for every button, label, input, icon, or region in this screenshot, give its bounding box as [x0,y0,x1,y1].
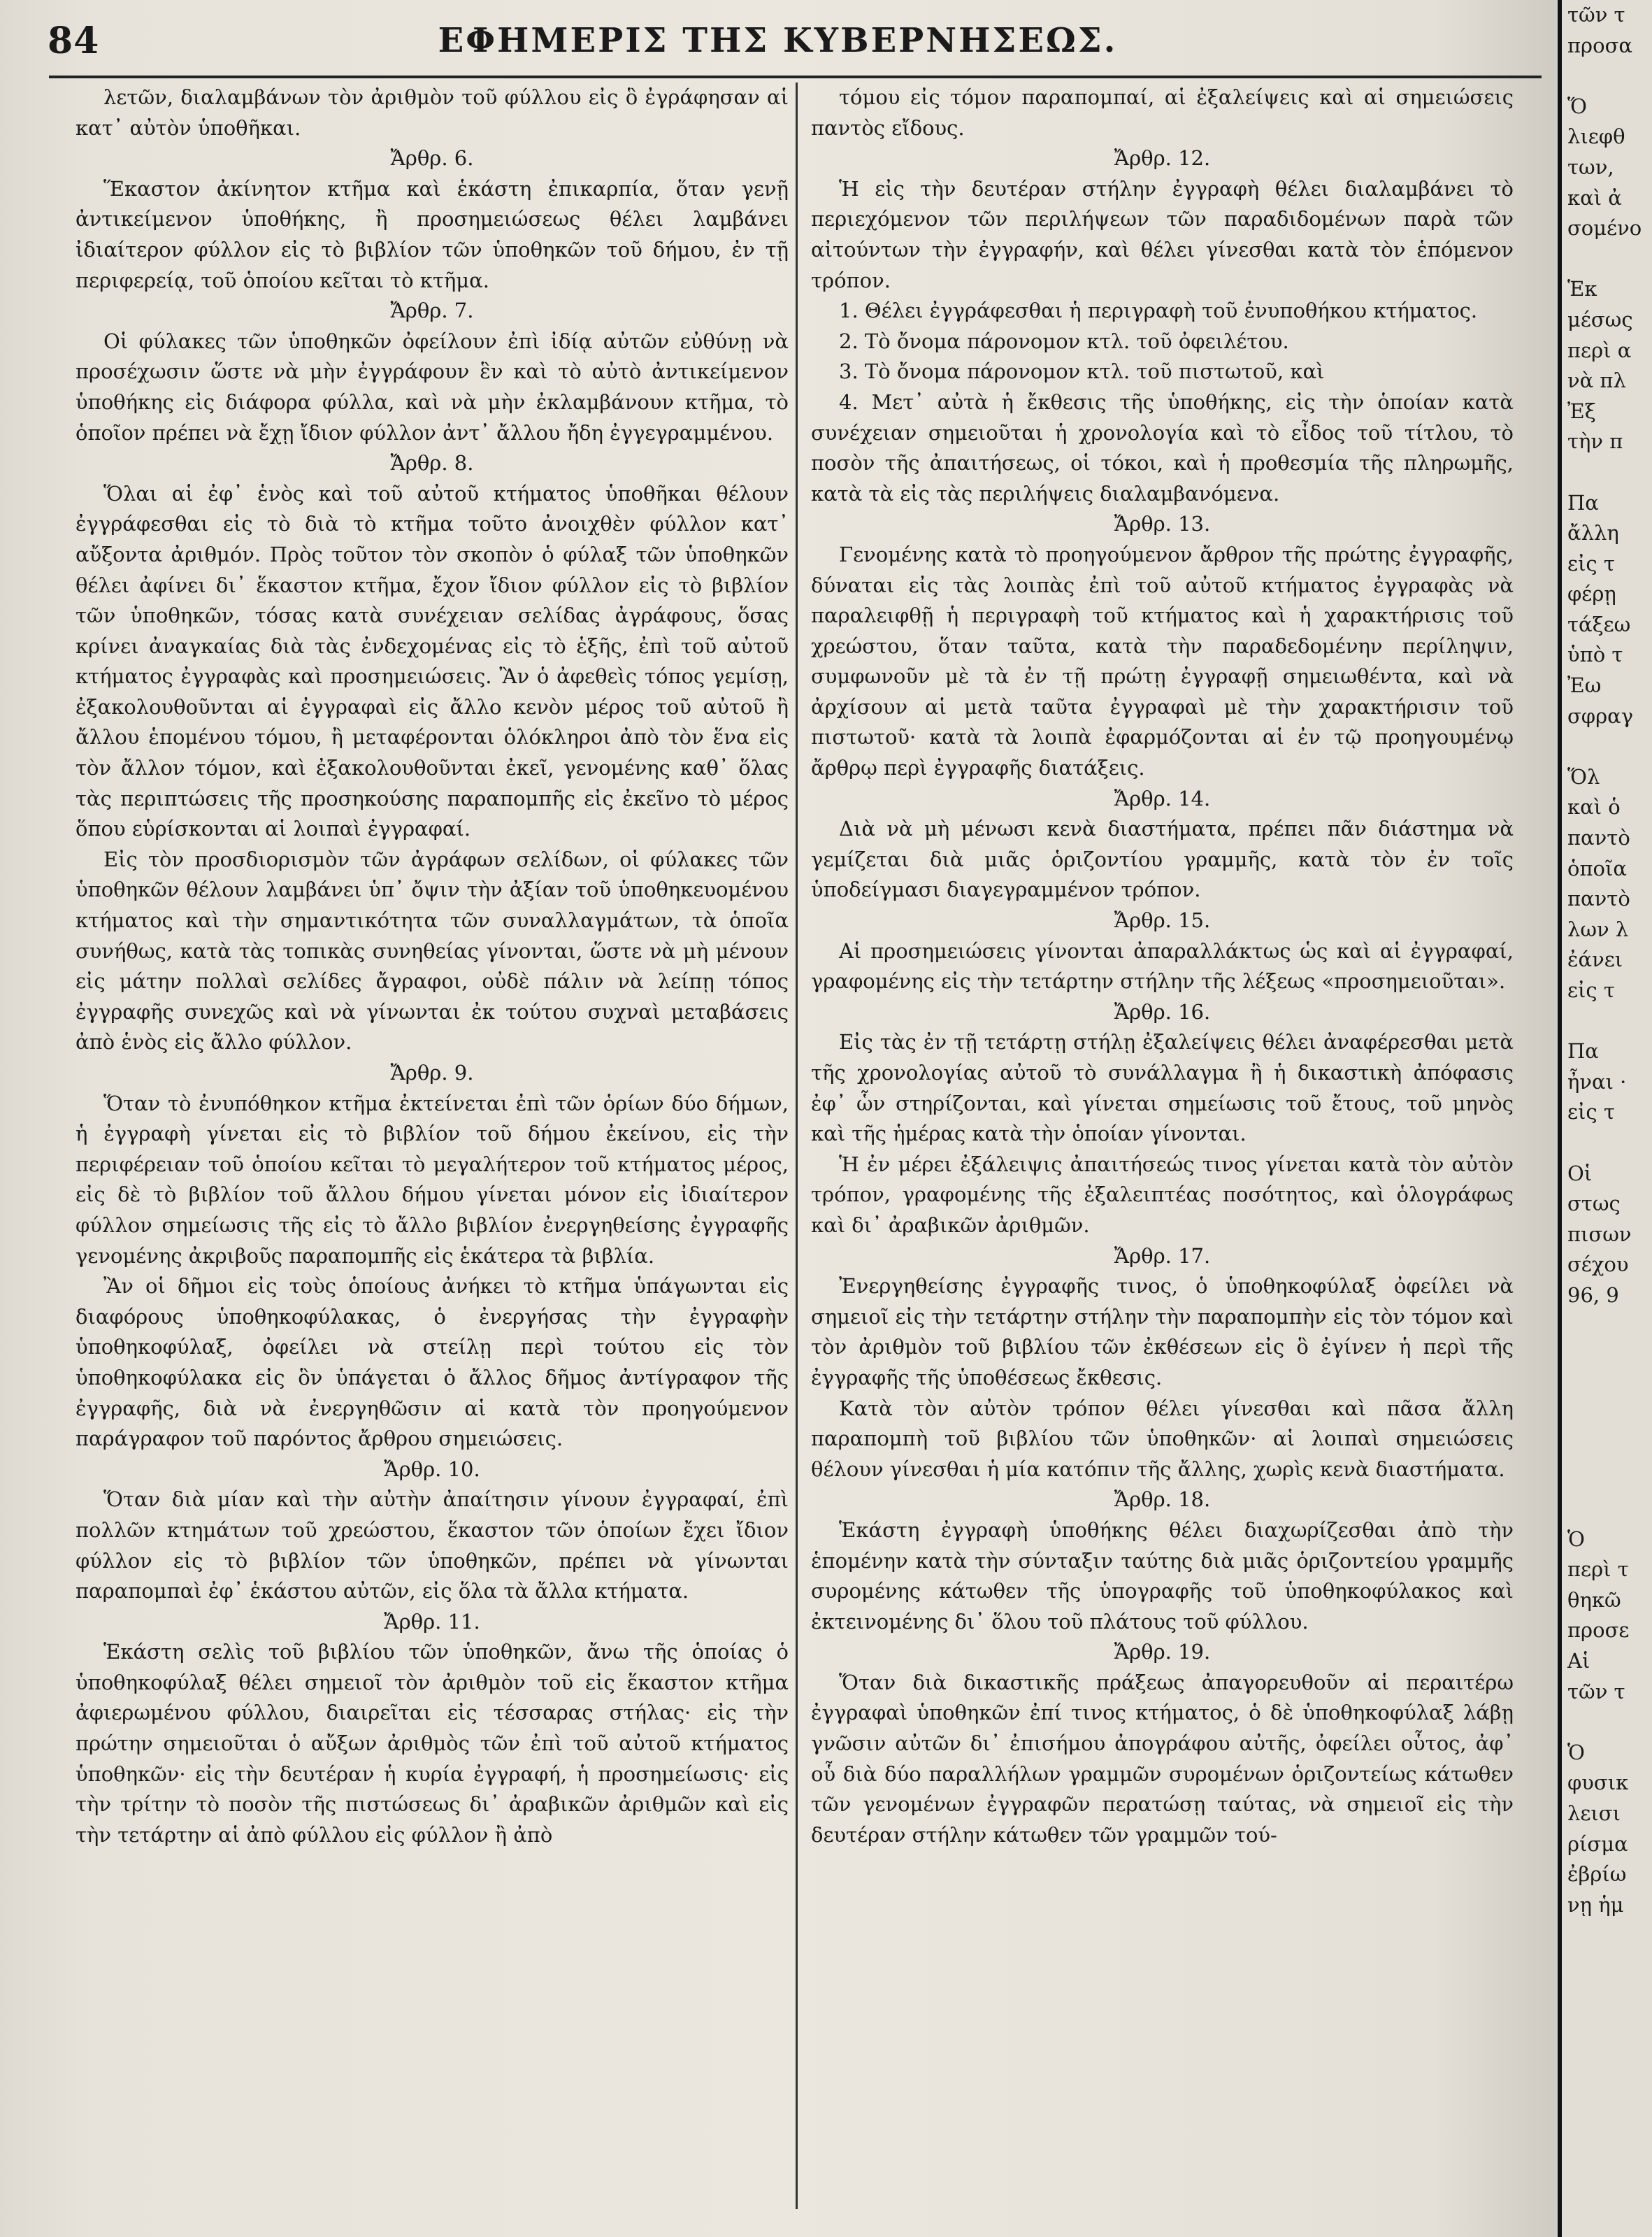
article-heading: Ἄρθρ. 10. [384,1457,480,1481]
right-column [811,83,1514,2209]
paragraph: Διὰ νὰ μὴ μένωσι κενὰ διαστήματα, πρέπει πᾶν διάστημα νὰ γεμίζεται διὰ μιᾶς ὁριζοντίου γραμμῆς, κατὰ τὸν ἐν τοῖς ὑποδείγμασι διαγεγραμμένον τρόπον. [811,817,1514,902]
edge-text-fragment [1562,61,1652,92]
article-heading: Ἄρθρ. 17. [1114,1243,1211,1268]
edge-text-fragment: ἄλλη [1567,521,1619,545]
article-heading: Ἄρθρ. 11. [384,1609,480,1634]
edge-text-fragment [1562,457,1652,488]
edge-text-fragment: τῶν τ [1567,3,1625,27]
edge-text-fragment [1562,1494,1652,1524]
paragraph: Ἡ εἰς τὴν δευτέραν στήλην ἐγγραφὴ θέλει διαλαμβάνει τὸ περιεχόμενον τῶν περιλήψεων τῶν παραδιδομένων παρὰ τῶν αἰτούντων τὴν ἐγγραφήν, καὶ θέλει γίνεσθαι κατὰ τὸν ἑπόμενον τρόπον. [811,176,1514,292]
edge-text-fragment [1562,1128,1652,1159]
edge-text-fragment: πισων [1567,1222,1632,1246]
edge-text-fragment: περὶ τ [1567,1557,1629,1582]
edge-text-fragment: Αἱ [1567,1649,1590,1673]
edge-text-fragment: Πα [1567,490,1599,515]
edge-text-fragment: ὑπὸ τ [1567,643,1623,667]
article-heading: Ἄρθρ. 8. [390,451,474,476]
edge-text-fragment [1562,1464,1652,1494]
page-number: 84 [48,20,100,62]
edge-text-fragment: θηκῶ [1567,1587,1621,1612]
article-heading: Ἄρθρ. 19. [1114,1640,1211,1664]
paragraph: Ὅταν διὰ δικαστικῆς πράξεως ἀπαγορευθοῦν αἱ περαιτέρω ἐγγραφαὶ ὑποθηκῶν ἐπί τινος κτήματος, ὁ δὲ ὑποθηκοφύλαξ λάβῃ γνῶσιν αὐτῶν δι᾽ ἐπισήμου ἀπογράφου αὐτῆς, ὀφείλει οὗτος, ἀφ᾽ οὗ διὰ δύο παραλλήλων γραμμῶν συρομένων ὁριζοντείως κάτωθεν τῶν γενομένων ἐγγραφῶν περατώσῃ ταύτας, νὰ σημειοῖ εἰς τὴν δευτέραν στήλην κάτωθεν τῶν γραμμῶν τού- [811,1670,1514,1847]
article-heading: Ἄρθρ. 15. [1114,908,1211,933]
edge-text-fragment: λεισι [1567,1801,1621,1826]
article-heading: Ἄρθρ. 12. [1114,146,1211,171]
article-heading: Ἄρθρ. 14. [1114,786,1211,810]
paragraph: Ἑκάστη σελὶς τοῦ βιβλίου τῶν ὑποθηκῶν, ἄνω τῆς ὁποίας ὁ ὑποθηκοφύλαξ θέλει σημειοῖ τὸν ἀριθμὸν τοῦ εἰς ἕκαστον κτῆμα ἀφιερωμένου φύλλου, διαιρεῖται εἰς τέσσαρας στήλας· εἰς τὴν πρώτην σημειοῦται ὁ αὔξων ἀριθμὸς τῶν ἐπὶ τοῦ αὐτοῦ κτήματος ὑποθηκῶν· εἰς τὴν δευτέραν ἡ κυρία ἐγγραφή, ἡ προσημείωσις· εἰς τὴν τρίτην τὸ ποσὸν τῆς πιστώσεως δι᾽ ἀραβικῶν ἀριθμῶν καὶ εἰς τὴν τετάρτην αἱ ἀπὸ φύλλου εἰς φύλλον ἢ ἀπὸ [76,1640,789,1847]
edge-text-fragment: ἐβρίω [1567,1862,1627,1887]
edge-text-fragment: φυσικ [1567,1771,1629,1795]
edge-text-fragment: εἰς τ [1567,978,1615,1002]
edge-text-fragment: φέρῃ [1567,582,1616,606]
article-heading: Ἄρθρ. 7. [390,299,474,323]
edge-text-fragment: ρίσμα [1567,1831,1628,1856]
edge-text-fragment: τῶν τ [1567,1679,1625,1703]
paragraph: Ἂν οἱ δῆμοι εἰς τοὺς ὁποίους ἀνήκει τὸ κτῆμα ὑπάγωνται εἰς διαφόρους ὑποθηκοφύλακας, ὁ ἐνεργήσας τὴν ἐγγραφὴν ὑποθηκοφύλαξ, ὀφείλει νὰ στείλῃ περὶ τούτου εἰς τὸν ὑποθηκοφύλακα εἰς ὃν ὑπάγεται ὁ ἄλλος δῆμος ἀντίγραφον τῆς ἐγγραφῆς, διὰ νὰ ἐνεργηθῶσιν αἱ κατὰ τὸν προηγούμενον παράγραφον τοῦ παρόντος ἄρθρου σημειώσεις. [76,1274,789,1451]
paragraph: Ὅταν τὸ ἐνυπόθηκον κτῆμα ἐκτείνεται ἐπὶ τῶν ὁρίων δύο δήμων, ἡ ἐγγραφὴ γίνεται εἰς τὸ βιβλίον τοῦ δήμου ἐκείνου, εἰς τὴν περιφέρειαν τοῦ ὁποίου κεῖται τὸ μεγαλήτερον τοῦ κτήματος μέρος, εἰς δὲ τὸ βιβλίον τοῦ ἄλλου δήμου γίνεται μόνον εἰς ἰδιαίτερον φύλλον σημείωσις τῆς εἰς τὸ ἄλλο βιβλίον ἐνεργηθείσης ἐγγραφῆς γενομένης ἀκριβοῦς παραπομπῆς εἰς ἑκάτερα τὰ βιβλία. [76,1091,789,1268]
paragraph: Εἰς τὸν προσδιορισμὸν τῶν ἀγράφων σελίδων, οἱ φύλακες τῶν ὑποθηκῶν θέλουν λαμβάνει ὑπ᾽ ὄψιν τὴν ἀξίαν τοῦ ὑποθηκευομένου κτήματος καὶ τὴν σημαντικότητα τῶν συναλλαγμάτων, τὰ ὁποῖα συνήθως, κατὰ τὰς τοπικὰς συνηθείας γίνονται, ὥστε νὰ μὴ μένουν εἰς μάτην πολλαὶ σελίδες ἄγραφοι, οὐδὲ πάλιν νὰ λείπῃ τόπος ἐγγραφῆς συνεχῶς καὶ νὰ γίνωνται ἐκ τούτου συχναὶ μεταβάσεις ἀπὸ ἑνὸς εἰς ἄλλο φύλλον. [76,847,789,1055]
paragraph: Γενομένης κατὰ τὸ προηγούμενον ἄρθρον τῆς πρώτης ἐγγραφῆς, δύναται εἰς τὰς λοιπὰς ἐπὶ τοῦ αὐτοῦ κτήματος ἐγγραφὰς νὰ παραλειφθῇ ἡ περιγραφὴ τοῦ κτήματος καὶ ἡ χαρακτήρισις τοῦ χρεώστου, ὅταν ταῦτα, κατὰ τὴν παραδεδομένην περίληψιν, συμφωνοῦν μὲ τὰ ἐν τῇ πρώτῃ ἐγγραφῇ σημειωθέντα, καὶ νὰ ἀρχίσουν αἱ μετὰ ταῦτα ἐγγραφαὶ μὲ τὴν χαρακτήρισιν τοῦ πιστωτοῦ· κατὰ τὰ λοιπὰ ἐφαρμόζονται αἱ ἐν τῷ προηγουμένῳ ἄρθρῳ περὶ ἐγγραφῆς διατάξεις. [811,542,1514,780]
left-column [76,83,789,2209]
paragraph: 3. Τὸ ὄνομα πάρονομον κτλ. τοῦ πιστωτοῦ, καὶ [839,359,1325,384]
edge-text-fragment: Ὅ [1567,94,1587,118]
edge-text-fragment: των, [1567,155,1614,179]
edge-text-fragment: ὁποῖα [1567,856,1627,880]
edge-text-fragment: νὰ πλ [1567,369,1626,393]
edge-text-fragment: Ὅλ [1567,764,1600,789]
edge-text-fragment [1562,731,1652,762]
article-heading: Ἄρθρ. 6. [390,146,474,171]
paragraph: Αἱ προσημειώσεις γίνονται ἀπαραλλάκτως ὡς καὶ αἱ ἐγγραφαί, γραφομένης εἰς τὴν τετάρτην στήλην τῆς λέξεως «προσημειοῦται». [811,938,1514,994]
edge-text-fragment: εἰς τ [1567,1100,1615,1124]
edge-text-fragment: καὶ ὁ [1567,795,1621,820]
edge-text-fragment: τὴν π [1567,429,1623,454]
article-heading: Ἄρθρ. 18. [1114,1487,1211,1512]
header-rule [49,76,1542,78]
edge-text-fragment: καὶ ἀ [1567,185,1622,210]
edge-text-fragment: Ἐω [1567,673,1602,698]
article-heading: Ἄρθρ. 13. [1114,512,1211,536]
edge-text-fragment [1562,1006,1652,1037]
edge-text-fragment [1562,244,1652,275]
edge-text-fragment: παντὸ [1567,887,1630,911]
paragraph: 4. Μετ᾽ αὐτὰ ἡ ἔκθεσις τῆς ὑποθήκης, εἰς τὴν ὁποίαν κατὰ συνέχειαν σημειοῦται ἡ χρονολογία καὶ τὸ εἶδος τοῦ τίτλου, τὸ ποσὸν τῆς ἀπαιτήσεως, οἱ τόκοι, καὶ ἡ προθεσμία τῆς πληρωμῆς, κατὰ τὰ εἰς τὰς περιλήψεις διαλαμβανόμενα. [811,389,1514,506]
paragraph: Οἱ φύλακες τῶν ὑποθηκῶν ὀφείλουν ἐπὶ ἰδίᾳ αὐτῶν εὐθύνῃ νὰ προσέχωσιν ὥστε νὰ μὴν ἐγγράφουν ἓν καὶ τὸ αὐτὸ ἀντικείμενον ὑποθήκης εἰς διάφορα φύλλα, καὶ νὰ μὴν ἐκλαμβάνουν κτῆμα, τὸ ὁποῖον πρέπει νὰ ἔχῃ ἴδιον φύλλον ἀντ᾽ ἄλλου ἤδη ἐγγεγραμμένου. [76,329,789,445]
edge-text-fragment: Πα [1567,1039,1599,1064]
paragraph: Ἑκάστη ἐγγραφὴ ὑποθήκης θέλει διαχωρίζεσθαι ἀπὸ τὴν ἑπομένην κατὰ τὴν σύνταξιν ταύτης διὰ μιᾶς ὁριζοντείου γραμμῆς συρομένης κάτωθεν τῆς ὑπογραφῆς τοῦ ὑποθηκοφύλακος καὶ ἐκτεινομένης δι᾽ ὅλου τοῦ πλάτους τοῦ φύλλου. [811,1517,1514,1634]
edge-text-fragment: στως [1567,1192,1621,1216]
edge-text-fragment: ἦναι · [1567,1069,1627,1094]
edge-text-fragment: 96, 9 [1567,1282,1619,1307]
edge-text-fragment: εἰς τ [1567,551,1615,576]
paragraph: 2. Τὸ ὄνομα πάρονομον κτλ. τοῦ ὀφειλέτου. [839,329,1289,353]
edge-text-fragment: ἐάνει [1567,948,1623,972]
edge-text-fragment: λων λ [1567,917,1629,941]
paragraph: Ὅλαι αἱ ἐφ᾽ ἑνὸς καὶ τοῦ αὐτοῦ κτήματος ὑποθῆκαι θέλουν ἐγγράφεσθαι εἰς τὸ διὰ τὸ κτῆμα τοῦτο ἀνοιχθὲν φύλλον κατ᾽ αὔξοντα ἀριθμόν. Πρὸς τοῦτον τὸν σκοπὸν ὁ φύλαξ τῶν ὑποθηκῶν θέλει ἀφίνει δι᾽ ἕκαστον κτῆμα, ἔχον ἴδιον φύλλον εἰς τὸ βιβλίον τῶν ὑποθηκῶν, τόσας κατὰ συνέχειαν σελίδας ἀγράφους, ὅσας κρίνει ἀναγκαίας διὰ τὰς ἐνδεχομένας εἰς τὸ ἑξῆς, ἐπὶ τοῦ αὐτοῦ κτήματος ἐγγραφὰς καὶ προσημειώσεις. Ἂν ὁ ἀφεθεὶς τόπος γεμίσῃ, ἐξακολουθοῦνται αἱ ἐγγραφαὶ εἰς ἄλλο κενὸν μέρος τοῦ αὐτοῦ ἢ ἄλλου ἑπομένου τόμου, ἢ μεταφέρονται ὁλόκληροι ἀπὸ τὸν ἕνα εἰς τὸν ἄλλον τόμον, καὶ ἐξακολουθοῦνται ἐκεῖ, γενομένης καθ᾽ ὅλας τὰς περιπτώσεις τῆς προσηκούσης παραπομπῆς εἰς ἐκεῖνο τὸ μέρος ὅπου εὑρίσκονται αἱ λοιπαὶ ἐγγραφαί. [76,481,789,841]
paragraph: Ἐνεργηθείσης ἐγγραφῆς τινος, ὁ ὑποθηκοφύλαξ ὀφείλει νὰ σημειοῖ εἰς τὴν τετάρτην στήλην τὴν παραπομπὴν εἰς τὸν τόμον καὶ τὸν ἀριθμὸν τοῦ βιβλίου τῶν ἐκθέσεων εἰς ὃ ἐγίνεν ἡ περὶ τῆς ἐγγραφῆς τῆς ὑποθέσεως ἔκθεσις. [811,1274,1514,1389]
edge-text-fragment: σφραγ [1567,703,1634,728]
paragraph: 1. Θέλει ἐγγράφεσθαι ἡ περιγραφὴ τοῦ ἐνυποθήκου κτήματος. [839,299,1478,323]
edge-text-fragment: σομένο [1567,216,1642,241]
edge-text-fragment: τάξεω [1567,612,1631,636]
edge-text-fragment: Ὁ [1567,1527,1585,1551]
article-heading: Ἄρθρ. 16. [1114,999,1211,1024]
edge-text-fragment: μέσως [1567,307,1633,331]
paragraph: τόμου εἰς τόμον παραπομπαί, αἱ ἐξαλείψεις καὶ αἱ σημειώσεις παντὸς εἴδους. [811,85,1514,140]
edge-text-fragment: νῃ ἡμ [1567,1892,1624,1917]
edge-text-fragment: περὶ α [1567,338,1632,362]
edge-text-fragment: Ἐξ [1567,399,1596,423]
edge-text-fragment: Ἑκ [1567,277,1597,301]
edge-text-fragment [1562,1311,1652,1342]
paragraph: Εἰς τὰς ἐν τῇ τετάρτῃ στήλῃ ἐξαλείψεις θέλει ἀναφέρεσθαι μετὰ τῆς χρονολογίας αὐτοῦ τὸ συνάλλαγμα ἢ ἡ δικαστικὴ ἀπόφασις ἐφ᾽ ὧν στηρίζονται, καὶ γίνεται σημείωσις τοῦ ἔτους, τοῦ μηνὸς καὶ τῆς ἡμέρας κατὰ τὴν ὁποίαν γίνονται. [811,1030,1514,1146]
page-header [0,18,1556,74]
edge-text-fragment: προσα [1567,33,1632,57]
paragraph: Ὅταν διὰ μίαν καὶ τὴν αὐτὴν ἀπαίτησιν γίνουν ἐγγραφαί, ἐπὶ πολλῶν κτημάτων τοῦ χρεώστου, ἕκαστον τῶν ὁποίων ἔχει ἴδιον φύλλον εἰς τὸ βιβλίον τῶν ὑποθηκῶν, πρέπει νὰ γίνωνται παραπομπαὶ ἐφ᾽ ἑκάστου αὐτῶν, εἰς ὅλα τὰ ἄλλα κτήματα. [76,1487,789,1603]
paragraph: λετῶν, διαλαμβάνων τὸν ἀριθμὸν τοῦ φύλλου εἰς ὃ ἐγράφησαν αἱ κατ᾽ αὐτὸν ὑποθῆκαι. [76,85,789,140]
edge-text-fragment [1562,1707,1652,1738]
article-heading: Ἄρθρ. 9. [390,1061,474,1085]
adjacent-page-edge [1558,0,1652,2237]
paragraph: Ἕκαστον ἀκίνητον κτῆμα καὶ ἑκάστη ἐπικαρπία, ὅταν γενῇ ἀντικείμενον ὑποθήκης, ἢ προσημειώσεως θέλει λαμβάνει ἰδιαίτερον φύλλον εἰς τὸ βιβλίον τῶν ὑποθηκῶν τοῦ δήμου, ἐν τῇ περιφερείᾳ, τοῦ ὁποίου κεῖται τὸ κτῆμα. [76,176,789,292]
edge-text-fragment [1562,1341,1652,1372]
edge-text-fragment: Οἱ [1567,1161,1593,1185]
paragraph: Ἡ ἐν μέρει ἐξάλειψις ἀπαιτήσεώς τινος γίνεται κατὰ τὸν αὐτὸν τρόπον, γραφομένης τῆς ἐξαλειπτέας ποσότητος, καὶ ὁλογράφως καὶ δι᾽ ἀραβικῶν ἀριθμῶν. [811,1152,1514,1237]
edge-text-fragment [1562,1372,1652,1403]
edge-text-fragment: προσε [1567,1618,1630,1643]
edge-text-fragment: λιεφθ [1567,124,1625,149]
paragraph: Κατὰ τὸν αὐτὸν τρόπον θέλει γίνεσθαι καὶ πᾶσα ἄλλη παραπομπὴ τοῦ βιβλίου τῶν ὑποθηκῶν· αἱ λοιπαὶ σημειώσεις θέλουν γίνεσθαι ἡ μία κατόπιν τῆς ἄλλης, χωρὶς κενὰ διαστήματα. [811,1396,1514,1481]
edge-text-fragment: παντὸ [1567,826,1630,850]
edge-text-fragment: Ὁ [1567,1740,1585,1764]
page-title: ΕΦΗΜΕΡΙΣ ΤΗΣ ΚΥΒΕΡΝΗΣΕΩΣ. [438,21,1118,60]
edge-text-fragment [1562,1433,1652,1464]
column-divider [796,83,798,2209]
edge-text-fragment: σέχου [1567,1252,1629,1277]
edge-text-fragment [1562,1402,1652,1433]
